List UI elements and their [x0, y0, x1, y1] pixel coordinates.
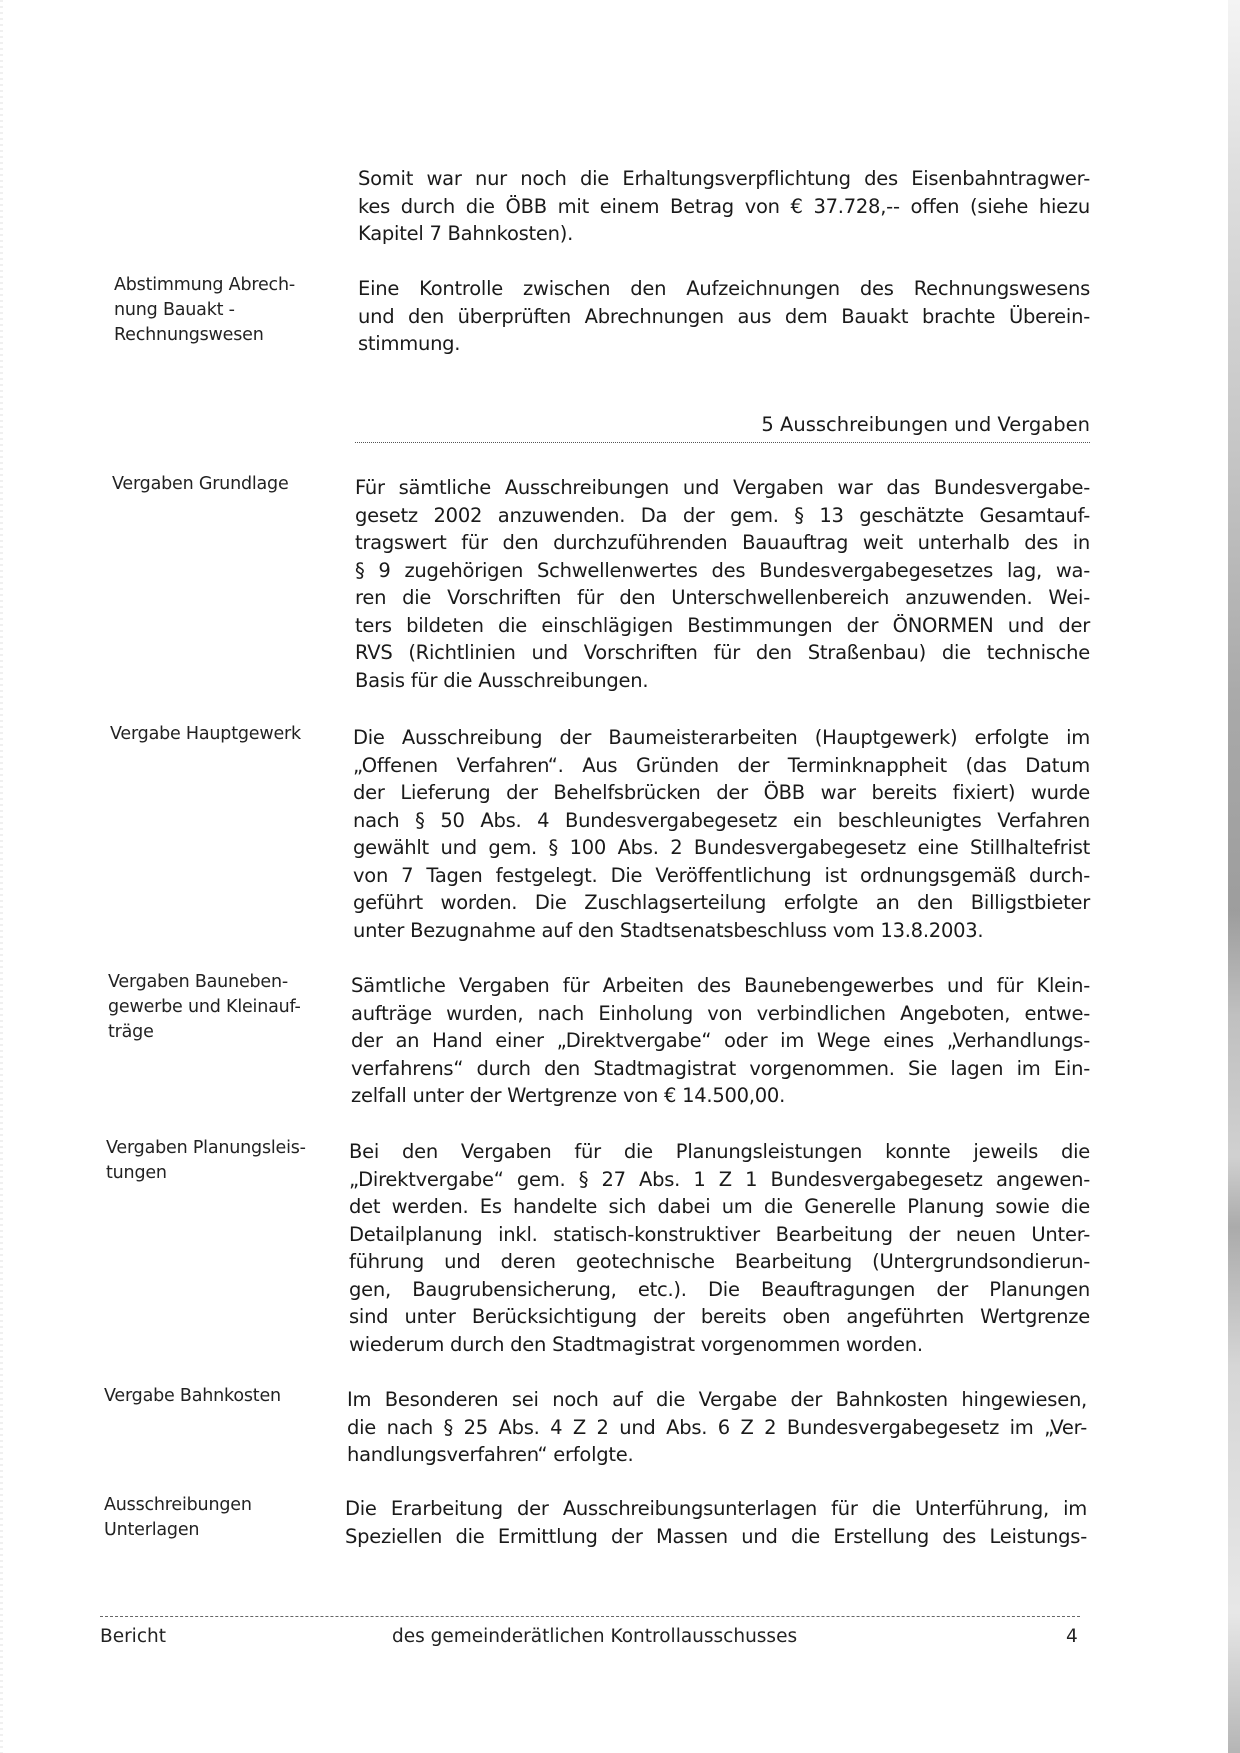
text-line: gesetz 2002 anzuwenden. Da der gem. § 13 geschätzte Gesamtauf- — [355, 503, 1090, 527]
text-line: geführt worden. Die Zuschlagserteilung erfolgte an den Billigstbieter — [353, 891, 1090, 914]
footer-report-label: Bericht — [100, 1626, 166, 1647]
text-line: Die Ausschreibung der Baumeisterarbeiten (Hauptgewerk) erfolgte im — [353, 726, 1090, 749]
paragraph-abstimmung — [358, 275, 1090, 358]
text-line: det werden. Es handelte sich dabei um die Generelle Planung sowie die — [349, 1195, 1090, 1218]
text-line: verfahrens“ durch den Stadtmagistrat vorgenommen. Sie lagen im Ein- — [351, 1056, 1090, 1080]
text-line: handlungsverfahren“ erfolgte. — [347, 1443, 634, 1466]
text-line: kes durch die ÖBB mit einem Betrag von € 37.728,-- offen (siehe hiezu — [358, 194, 1090, 218]
text-line: Basis für die Ausschreibungen. — [355, 668, 649, 692]
text-line: sind unter Berücksichtigung der bereits oben angeführten Wertgrenze — [349, 1305, 1090, 1328]
text-line: „Direktvergabe“ gem. § 27 Abs. 1 Z 1 Bundesvergabegesetz angewen- — [349, 1167, 1090, 1191]
text-line: und den überprüften Abrechnungen aus dem Bauakt brachte Überein- — [358, 304, 1090, 328]
text-line: die nach § 25 Abs. 4 Z 2 und Abs. 6 Z 2 Bundesvergabegesetz im „Ver- — [347, 1415, 1087, 1439]
text-line: Somit war nur noch die Erhaltungsverpflichtung des Eisenbahntragwer- — [358, 167, 1090, 190]
text-line: Detailplanung inkl. statisch-konstruktiver Bearbeitung der neuen Unter- — [349, 1222, 1090, 1246]
text-line: unter Bezugnahme auf den Stadtsenatsbeschluss vom 13.8.2003. — [353, 918, 984, 942]
text-line: Sämtliche Vergaben für Arbeiten des Baunebengewerbes und für Klein- — [351, 974, 1090, 997]
text-line: tragswert für den durchzuführenden Bauauftrag weit unterhalb des in — [355, 531, 1090, 554]
margin-note-vergabe-bahnkosten: Vergabe Bahnkosten — [104, 1386, 281, 1406]
text-line: ters bildeten die einschlägigen Bestimmungen der ÖNORMEN und der — [355, 613, 1090, 637]
margin-note-vergaben-grundlage: Vergaben Grundlage — [112, 474, 289, 494]
margin-note-abstimmung: Abstimmung Abrech- nung Bauakt - Rechnungswesen — [114, 275, 295, 345]
text-line: der Lieferung der Behelfsbrücken der ÖBB war bereits fixiert) wurde — [353, 781, 1090, 804]
text-line: RVS (Richtlinien und Vorschriften für den Straßenbau) die technische — [355, 641, 1090, 664]
text-line: § 9 zugehörigen Schwellenwertes des Bundesvergabegesetzes lag, wa- — [355, 558, 1090, 582]
text-line: der an Hand einer „Direktvergabe“ oder im Wege eines „Verhandlungs- — [351, 1029, 1090, 1052]
margin-note-vergaben-baunebengewerbe: Vergaben Bauneben- gewerbe und Kleinauf- träge — [108, 972, 301, 1042]
footer-committee-label: des gemeinderätlichen Kontrollausschusses — [392, 1626, 798, 1647]
text-line: Speziellen die Ermittlung der Massen und die Erstellung des Leistungs- — [345, 1524, 1087, 1548]
paragraph-vergaben-planungsleistungen — [349, 1138, 1090, 1358]
paragraph-vergabe-hauptgewerk — [353, 724, 1090, 944]
text-line: Kapitel 7 Bahnkosten). — [358, 222, 574, 245]
margin-note-ausschreibungen-unterlagen: Ausschreibungen Unterlagen — [104, 1495, 252, 1540]
text-line: Eine Kontrolle zwischen den Aufzeichnungen des Rechnungswesens — [358, 277, 1090, 300]
chapter-heading: 5 Ausschreibungen und Vergaben — [355, 413, 1090, 443]
text-line: stimmung. — [358, 332, 461, 355]
text-line: aufträge wurden, nach Einholung von verbindlichen Angeboten, entwe- — [351, 1001, 1090, 1025]
page-number: 4 — [1066, 1626, 1078, 1647]
text-line: gewählt und gem. § 100 Abs. 2 Bundesvergabegesetz eine Stillhaltefrist — [353, 836, 1090, 859]
scan-artifact-right — [1228, 0, 1240, 1753]
text-line: Für sämtliche Ausschreibungen und Vergaben war das Bundesvergabe- — [355, 476, 1090, 499]
text-line: nach § 50 Abs. 4 Bundesvergabegesetz ein beschleunigtes Verfahren — [353, 808, 1090, 832]
scan-artifact-left — [0, 0, 3, 1753]
text-line: wiederum durch den Stadtmagistrat vorgenommen worden. — [349, 1332, 923, 1356]
text-line: gen, Baugrubensicherung, etc.). Die Beauftragungen der Planungen — [349, 1277, 1090, 1301]
paragraph-vergaben-grundlage — [355, 474, 1090, 694]
footer-divider — [100, 1616, 1080, 1617]
text-line: „Offenen Verfahren“. Aus Gründen der Terminknappheit (das Datum — [353, 753, 1090, 777]
text-line: ren die Vorschriften für den Unterschwellenbereich anzuwenden. Wei- — [355, 586, 1090, 609]
text-line: Im Besonderen sei noch auf die Vergabe der Bahnkosten hingewiesen, — [347, 1388, 1087, 1411]
intro-paragraph — [358, 165, 1090, 248]
text-line: Bei den Vergaben für die Planungsleistungen konnte jeweils die — [349, 1140, 1090, 1163]
paragraph-vergaben-baunebengewerbe — [351, 972, 1090, 1110]
text-line: Die Erarbeitung der Ausschreibungsunterlagen für die Unterführung, im — [345, 1497, 1087, 1520]
margin-note-vergabe-hauptgewerk: Vergabe Hauptgewerk — [110, 724, 301, 744]
text-line: führung und deren geotechnische Bearbeitung (Untergrundsondierun- — [349, 1250, 1090, 1273]
paragraph-ausschreibungen-unterlagen — [345, 1495, 1087, 1550]
text-line: von 7 Tagen festgelegt. Die Veröffentlichung ist ordnungsgemäß durch- — [353, 863, 1090, 887]
paragraph-vergabe-bahnkosten — [347, 1386, 1087, 1469]
text-line: zelfall unter der Wertgrenze von € 14.500,00. — [351, 1084, 786, 1107]
margin-note-vergaben-planungsleistungen: Vergaben Planungsleis- tungen — [106, 1138, 306, 1183]
